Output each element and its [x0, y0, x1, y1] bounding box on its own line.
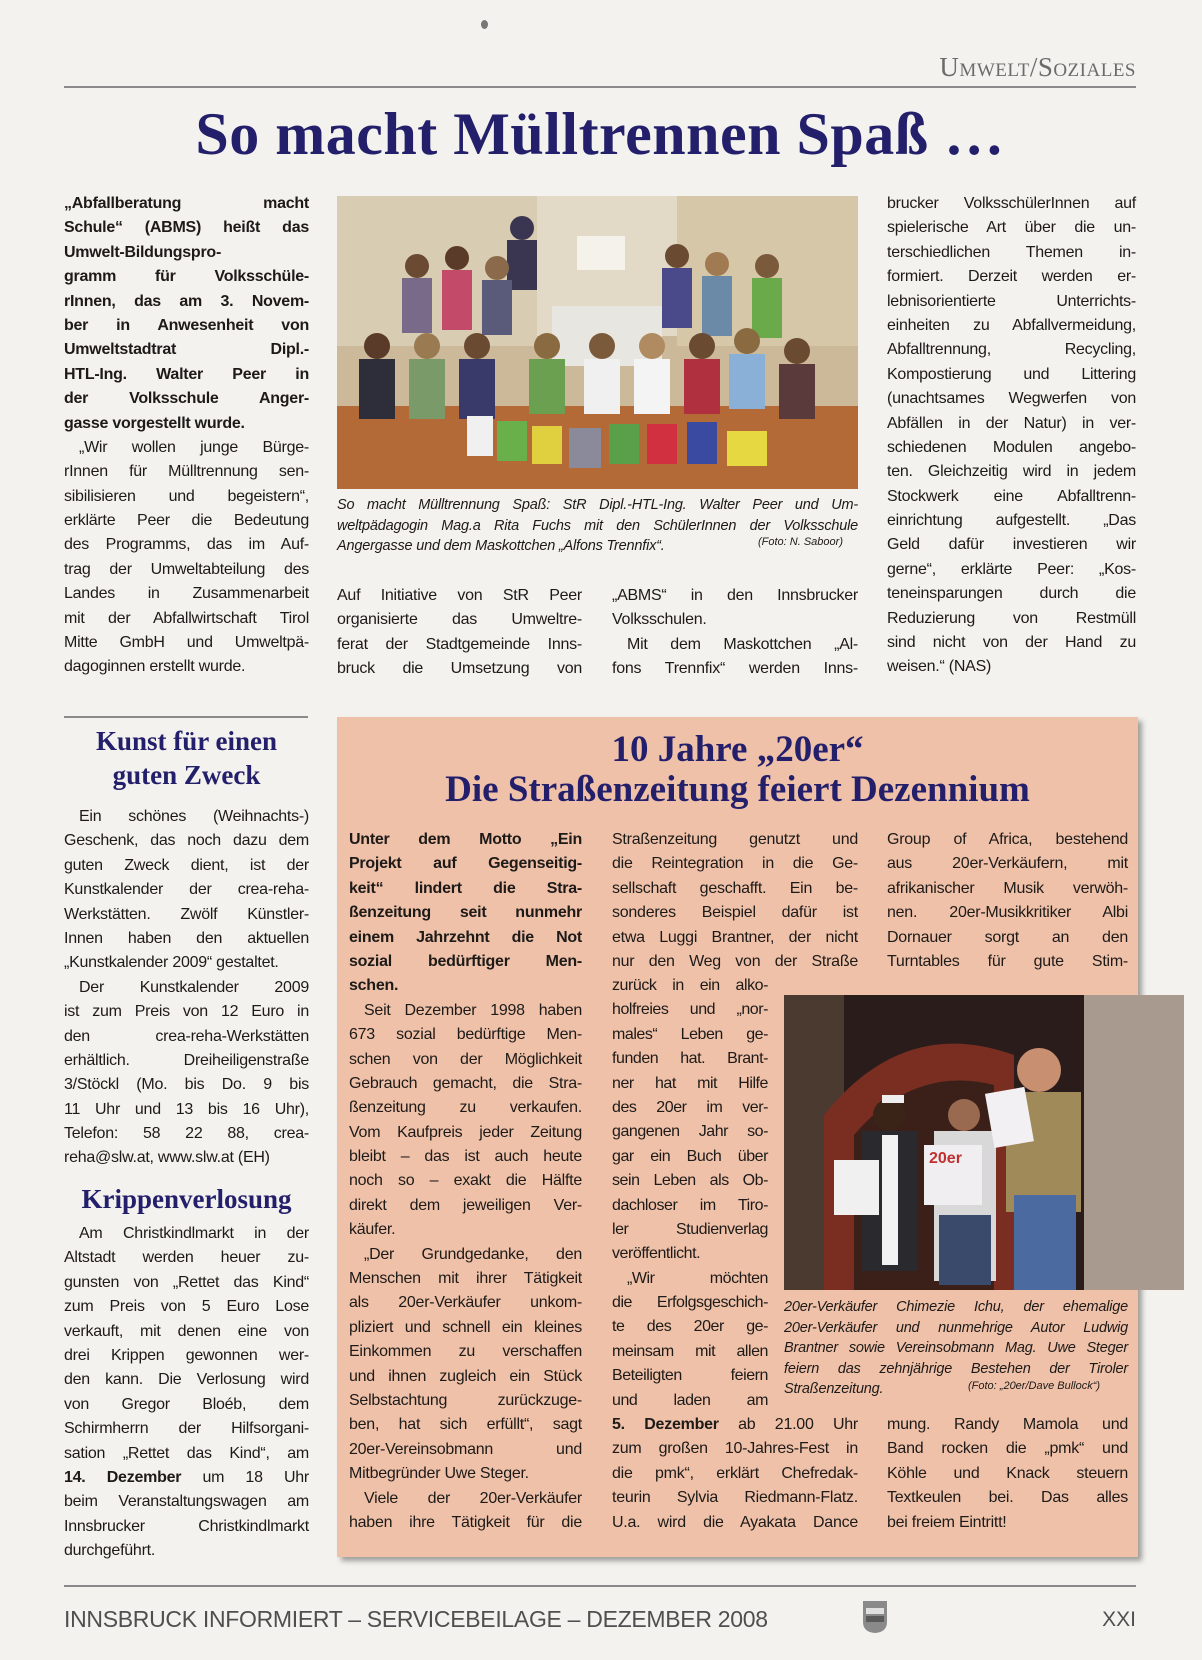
- text-line: einheiten zu Abfallvermeidung,: [887, 316, 1136, 334]
- kunst-heading-line-2: guten Zweck: [112, 760, 261, 790]
- text-line: etwa Luggi Brantner, der nicht: [612, 928, 858, 946]
- header-rule: [64, 86, 1136, 88]
- text-line: Am Christkindlmarkt in der: [79, 1225, 309, 1242]
- article1-column-3: [612, 584, 858, 682]
- text-line: reha@slw.at, www.slw.at (EH): [64, 1149, 270, 1167]
- paragraph: [64, 436, 309, 680]
- article1-column-4: [887, 192, 1136, 680]
- text-line: beim Veranstaltungswagen am: [64, 1493, 309, 1511]
- text-line: 673 sozial bedürftige Men-: [349, 1026, 582, 1044]
- text-line: bei freiem Eintritt!: [887, 1513, 1007, 1531]
- text-line: Landes in Zusammenarbeit: [64, 585, 309, 603]
- text-line: veröffentlicht.: [612, 1245, 701, 1263]
- text-line: als 20er-Verkäufer unkom-: [349, 1294, 582, 1312]
- text-line: gunsten von „Rettet das Kind“: [64, 1273, 309, 1291]
- text-line: Viele der 20er-Verkäufer: [364, 1489, 582, 1507]
- krippen-body: [64, 1222, 309, 1563]
- krippen-heading: Krippenverlosung: [81, 1184, 292, 1214]
- paragraph: [612, 1413, 858, 1535]
- text-line: 14. Dezember um 18 Uhr: [64, 1468, 309, 1486]
- paragraph: [612, 1267, 768, 1413]
- footer-rule: [64, 1585, 1136, 1587]
- text-line: erklärte Peer die Bedeutung: [64, 512, 309, 530]
- text-line: formiert. Derzeit werden er-: [887, 268, 1136, 286]
- box-heading-line-1: 10 Jahre „20er“: [611, 729, 864, 770]
- text-line: käufer.: [349, 1221, 396, 1239]
- article1-column-2: [337, 584, 582, 682]
- text-line: bleibt – das ist auch heute: [349, 1148, 582, 1166]
- text-line: gasse vorgestellt wurde.: [64, 414, 245, 432]
- text-line: sibilisieren und begeistern“,: [64, 487, 309, 505]
- text-line: „Kunstkalender 2009“ gestaltet.: [64, 954, 279, 972]
- paragraph: [612, 828, 858, 974]
- text-line: Textkeulen bei. Das alles: [887, 1489, 1128, 1507]
- text-line: 20er-Verkäufer Chimezie Ichu, der ehemalige: [784, 1299, 1128, 1315]
- text-line: und laden am: [612, 1391, 768, 1409]
- text-line: Selbstachtung zurückzuge-: [349, 1391, 582, 1409]
- text-line: 11 Uhr und 13 bis 16 Uhr),: [64, 1100, 309, 1118]
- box-column-2-narrow: [612, 974, 768, 1413]
- text-line: „Wir wollen junge Bürge-: [79, 438, 309, 456]
- text-line: rInnen, das am 3. Novem-: [64, 292, 309, 310]
- text-line: ten. Gleichzeitig wird in jedem: [887, 463, 1136, 481]
- text-line: organisierte das Umweltre-: [337, 611, 582, 629]
- text-line: ler Studienverlag: [612, 1220, 768, 1238]
- paragraph: [612, 584, 858, 633]
- text-line: von Gregor Bloéb, dem: [64, 1395, 309, 1413]
- text-line: Ein schönes (Weihnachts-): [79, 808, 309, 825]
- text-line: Dornauer sorgt an den: [887, 928, 1128, 946]
- text-line: spielerische Art über die un-: [887, 219, 1136, 237]
- article-title: So macht Mülltrennen Spaß …: [195, 101, 1005, 167]
- text-line: Umweltstadtrat Dipl.-: [64, 341, 309, 359]
- binding-hole: [481, 20, 488, 29]
- text-line: des Programms, das im Auf-: [64, 536, 309, 554]
- text-line: meinsam mit allen: [612, 1342, 768, 1360]
- text-line: feiern das zehnjährige Bestehen der Tiroler: [784, 1360, 1128, 1377]
- text-line: sozial bedürftiger Men-: [349, 952, 582, 970]
- paragraph: [349, 828, 582, 999]
- footer-publication: INNSBRUCK INFORMIERT – SERVICEBEILAGE – DEZEMBER 2008: [64, 1606, 768, 1632]
- text-line: Volksschulen.: [612, 611, 707, 629]
- text-line: sation „Rettet das Kind“, am: [64, 1444, 309, 1462]
- text-line: weltpädagogin Mag.a Rita Fuchs mit den SchülerInnen der Volksschule: [337, 517, 858, 534]
- box-column-2-top: [612, 828, 858, 974]
- text-line: Schule“ (ABMS) heißt das: [64, 219, 309, 237]
- box-column-2-bottom: [612, 1413, 858, 1535]
- text-line: den kann. Die Verlosung wird: [64, 1371, 309, 1389]
- box-heading-line-2: Die Straßenzeitung feiert Dezennium: [445, 769, 1030, 810]
- text-line: sind nicht von der Hand zu: [887, 634, 1136, 652]
- text-line: keit“ lindert die Stra-: [349, 879, 582, 897]
- text-line: rInnen für Mülltrennung sen-: [64, 463, 309, 481]
- text-line: 5. Dezember ab 21.00 Uhr: [612, 1416, 859, 1433]
- text-line: 3/Stöckl (Mo. bis Do. 9 bis: [64, 1076, 309, 1094]
- paragraph: [612, 974, 768, 1267]
- text-line: trag der Umweltabteilung des: [64, 560, 309, 578]
- text-line: den crea-reha-Werkstätten: [64, 1027, 309, 1045]
- text-line: teneinsparungen durch die: [887, 585, 1136, 603]
- text-line: zum Preis von 5 Euro Lose: [64, 1298, 309, 1316]
- text-line: Turntables für gute Stim-: [887, 952, 1128, 970]
- text-line: Mitbegründer Uwe Steger.: [349, 1465, 529, 1483]
- text-line: Einkommen zu verschaffen: [349, 1343, 582, 1361]
- text-line: schen von der Möglichkeit: [349, 1050, 582, 1068]
- text-line: Auf Initiative von StR Peer: [337, 587, 582, 604]
- kunst-body: [64, 805, 309, 1171]
- text-line: 20er-Verkäufer und nunmehrige Autor Ludwig: [784, 1319, 1128, 1336]
- text-line: Gebrauch gemacht, die Stra-: [349, 1074, 582, 1092]
- text-line: ist zum Preis von 12 Euro in: [64, 1003, 309, 1021]
- text-line: Kompostierung und Littering: [887, 365, 1136, 383]
- text-line: Innen haben den aktuellen: [64, 929, 309, 947]
- city-crest-icon: [862, 1600, 888, 1634]
- box-heading: [337, 730, 1138, 810]
- sidebar-rule: [64, 716, 308, 718]
- text-line: des 20er im ver-: [612, 1098, 768, 1116]
- text-line: zurück in ein alko-: [612, 977, 768, 994]
- bold-text: 14. Dezember: [64, 1468, 182, 1486]
- text-line: Unter dem Motto „Ein: [349, 831, 582, 848]
- text-line: aus 20er-Verkäufern, mit: [887, 855, 1128, 873]
- text-line: der Volksschule Anger-: [64, 390, 309, 408]
- text-line: mung. Randy Mamola und: [887, 1416, 1128, 1433]
- text-line: 20er-Vereinsobmann und: [349, 1440, 582, 1458]
- text-line: ber in Anwesenheit von: [64, 316, 309, 334]
- text-line: Kunstkalender der crea-reha-: [64, 881, 309, 899]
- text-line: weisen.“ (NAS): [887, 658, 992, 676]
- text-line: Brantner sowie Vereinsobmann Mag. Uwe Steger: [784, 1340, 1128, 1356]
- text-line: guten Zweck dient, ist der: [64, 856, 309, 874]
- text-line: Geld dafür investieren wir: [887, 536, 1136, 554]
- text-line: gangenen Jahr so-: [612, 1123, 768, 1141]
- text-line: funden hat. Brant-: [612, 1050, 768, 1068]
- text-line: Köhle und Knack steuern: [887, 1464, 1128, 1482]
- text-line: Angergasse und dem Maskottchen „Alfons Trennfix“.: [337, 538, 665, 554]
- text-line: einrichtung aufgestellt. „Das: [887, 512, 1136, 530]
- text-line: nur den Weg von der Straße: [612, 952, 858, 970]
- text-line: verkauft, mit denen eine von: [64, 1322, 309, 1340]
- photo-school-class: [337, 196, 858, 489]
- text-line: Telefon: 58 22 88, crea-: [64, 1125, 309, 1143]
- text-line: Schirmherrn der Hilfsorgani-: [64, 1420, 309, 1438]
- text-line: dachloser im Tiro-: [612, 1196, 768, 1214]
- text-line: Menschen mit ihrer Tätigkeit: [349, 1270, 582, 1288]
- paragraph: [337, 584, 582, 682]
- paragraph: [612, 633, 858, 682]
- text-line: So macht Mülltrennung Spaß: StR Dipl.-HTL-Ing. Walter Peer und Um-: [337, 497, 858, 513]
- text-line: Reduzierung von Restmüll: [887, 609, 1136, 627]
- paragraph: [349, 999, 582, 1243]
- paragraph: [64, 192, 309, 436]
- text-line: ferat der Stadtgemeinde Inns-: [337, 635, 582, 653]
- text-line: „Wir möchten: [627, 1269, 768, 1287]
- box-column-3-top: [887, 828, 1128, 974]
- text-line: bruck die Umsetzung von: [337, 660, 582, 678]
- text-line: Mitte GmbH und Umweltpä-: [64, 634, 309, 652]
- text-line: „Abfallberatung macht: [64, 195, 309, 212]
- text-line: mit der Abfallwirtschaft Tirol: [64, 609, 309, 627]
- text-line: ßenzeitung seit nunmehr: [349, 904, 582, 922]
- text-line: Altstadt werden heuer zu-: [64, 1249, 309, 1267]
- text-line: sellschaft geschafft. Ein be-: [612, 879, 858, 897]
- text-line: Abfalltrennung, Recycling,: [887, 341, 1136, 359]
- paragraph: [887, 192, 1136, 680]
- text-line: holfreies und „nor-: [612, 1001, 768, 1019]
- page-number: XXI: [1102, 1608, 1136, 1631]
- text-line: schiedenen Modulen angebo-: [887, 438, 1136, 456]
- text-line: noch so – exakt die Hälfte: [349, 1172, 582, 1190]
- box-column-1: [349, 828, 582, 1535]
- text-line: Der Kunstkalender 2009: [79, 978, 309, 996]
- text-line: Band rocken die „pmk“ und: [887, 1440, 1128, 1458]
- text-line: und ihnen zugleich ein Stück: [349, 1367, 582, 1385]
- text-line: erhältlich. Dreiheiligenstraße: [64, 1051, 309, 1069]
- text-line: fons Trennfix“ werden Inns-: [612, 660, 858, 678]
- paragraph: [349, 1487, 582, 1536]
- text-line: durchgeführt.: [64, 1542, 156, 1560]
- photo-20er-vendors: [784, 995, 1184, 1290]
- text-line: brucker VolksschülerInnen auf: [887, 195, 1136, 212]
- text-line: Vom Kaufpreis jeder Zeitung: [349, 1123, 582, 1141]
- paragraph: [349, 1243, 582, 1487]
- text-line: afrikanischer Musik verwöh-: [887, 879, 1128, 897]
- text-line: U.a. wird die Ayakata Dance: [612, 1513, 858, 1531]
- text-line: teurin Sylvia Riedmann-Flatz.: [612, 1489, 858, 1507]
- text-line: haben ihre Tätigkeit für die: [349, 1513, 582, 1531]
- photo-credit-school: (Foto: N. Saboor): [758, 536, 843, 548]
- kunst-heading: [64, 724, 309, 792]
- text-line: nen. 20er-Musikkritiker Albi: [887, 904, 1128, 922]
- text-line: gramm für Volksschüle-: [64, 268, 309, 286]
- bold-text: 5. Dezember: [612, 1416, 719, 1433]
- text-line: Projekt auf Gegenseitig-: [349, 855, 582, 873]
- text-line: ner hat mit Hilfe: [612, 1074, 768, 1092]
- text-line: gar ein Buch über: [612, 1147, 768, 1165]
- kunst-heading-line-1: Kunst für einen: [95, 726, 278, 756]
- paragraph: [64, 1222, 309, 1563]
- text-line: sein Leben als Ob-: [612, 1172, 768, 1190]
- svg-text:20er: 20er: [929, 1150, 962, 1167]
- text-line: te des 20er ge-: [612, 1318, 768, 1336]
- text-line: Straßenzeitung.: [784, 1381, 884, 1397]
- text-line: Seit Dezember 1998 haben: [364, 1001, 582, 1019]
- text-line: einem Jahrzehnt die Not: [349, 928, 582, 946]
- text-line: drei Krippen gewonnen wer-: [64, 1346, 309, 1364]
- text-line: Umwelt-Bildungspro-: [64, 243, 222, 261]
- text-line: „ABMS“ in den Innsbrucker: [612, 587, 858, 604]
- paragraph: [887, 828, 1128, 974]
- text-line: (unachtsames Wegwerfen von: [887, 390, 1136, 408]
- paragraph: [64, 976, 309, 1171]
- paragraph: [887, 1413, 1128, 1535]
- text-line: Beteiligten feiern: [612, 1367, 768, 1385]
- text-line: lebnisorientierte Unterrichts-: [887, 292, 1136, 310]
- text-line: ßenzeitung zu verkaufen.: [349, 1099, 582, 1117]
- text-line: males“ Leben ge-: [612, 1025, 768, 1043]
- text-line: HTL-Ing. Walter Peer in: [64, 365, 309, 383]
- text-line: gerne“, erklärte Peer: „Kos-: [887, 560, 1136, 578]
- text-line: zum großen 10-Jahres-Fest in: [612, 1440, 858, 1458]
- text-line: ben, hat sich erfüllt“, sagt: [349, 1416, 582, 1434]
- text-line: sonderes Beispiel dafür ist: [612, 904, 858, 922]
- text-line: dagoginnen erstellt wurde.: [64, 658, 246, 676]
- text-line: pliziert und schnell ein kleines: [349, 1318, 582, 1336]
- photo-credit-20er: (Foto: „20er/Dave Bullock“): [968, 1380, 1101, 1392]
- text-line: die Erfolgsgeschich-: [612, 1294, 768, 1312]
- text-line: Werkstätten. Zwölf Künstler-: [64, 905, 309, 923]
- box-column-3-bottom: [887, 1413, 1128, 1535]
- text-line: schen.: [349, 977, 399, 995]
- article1-column-1: [64, 192, 309, 680]
- paragraph: [64, 805, 309, 976]
- text-line: direkt dem jeweiligen Ver-: [349, 1196, 582, 1214]
- text-line: Straßenzeitung genutzt und: [612, 831, 858, 848]
- text-line: die pmk“, erklärt Chefredak-: [612, 1464, 858, 1482]
- text-line: Innsbrucker Christkindlmarkt: [64, 1517, 309, 1535]
- text-line: die Reintegration in die Ge-: [612, 855, 858, 873]
- text-line: Stockwerk eine Abfalltrenn-: [887, 487, 1136, 505]
- section-label: Umwelt/Soziales: [939, 52, 1136, 82]
- text-line: „Der Grundgedanke, den: [364, 1245, 582, 1263]
- text-line: terschiedlichen Themen in-: [887, 243, 1136, 261]
- text-line: Group of Africa, bestehend: [887, 831, 1128, 848]
- text-line: Mit dem Maskottchen „Al-: [627, 635, 858, 653]
- text-line: Geschenk, das noch dazu dem: [64, 832, 309, 850]
- text-line: Abfällen in der Natur) in ver-: [887, 414, 1136, 432]
